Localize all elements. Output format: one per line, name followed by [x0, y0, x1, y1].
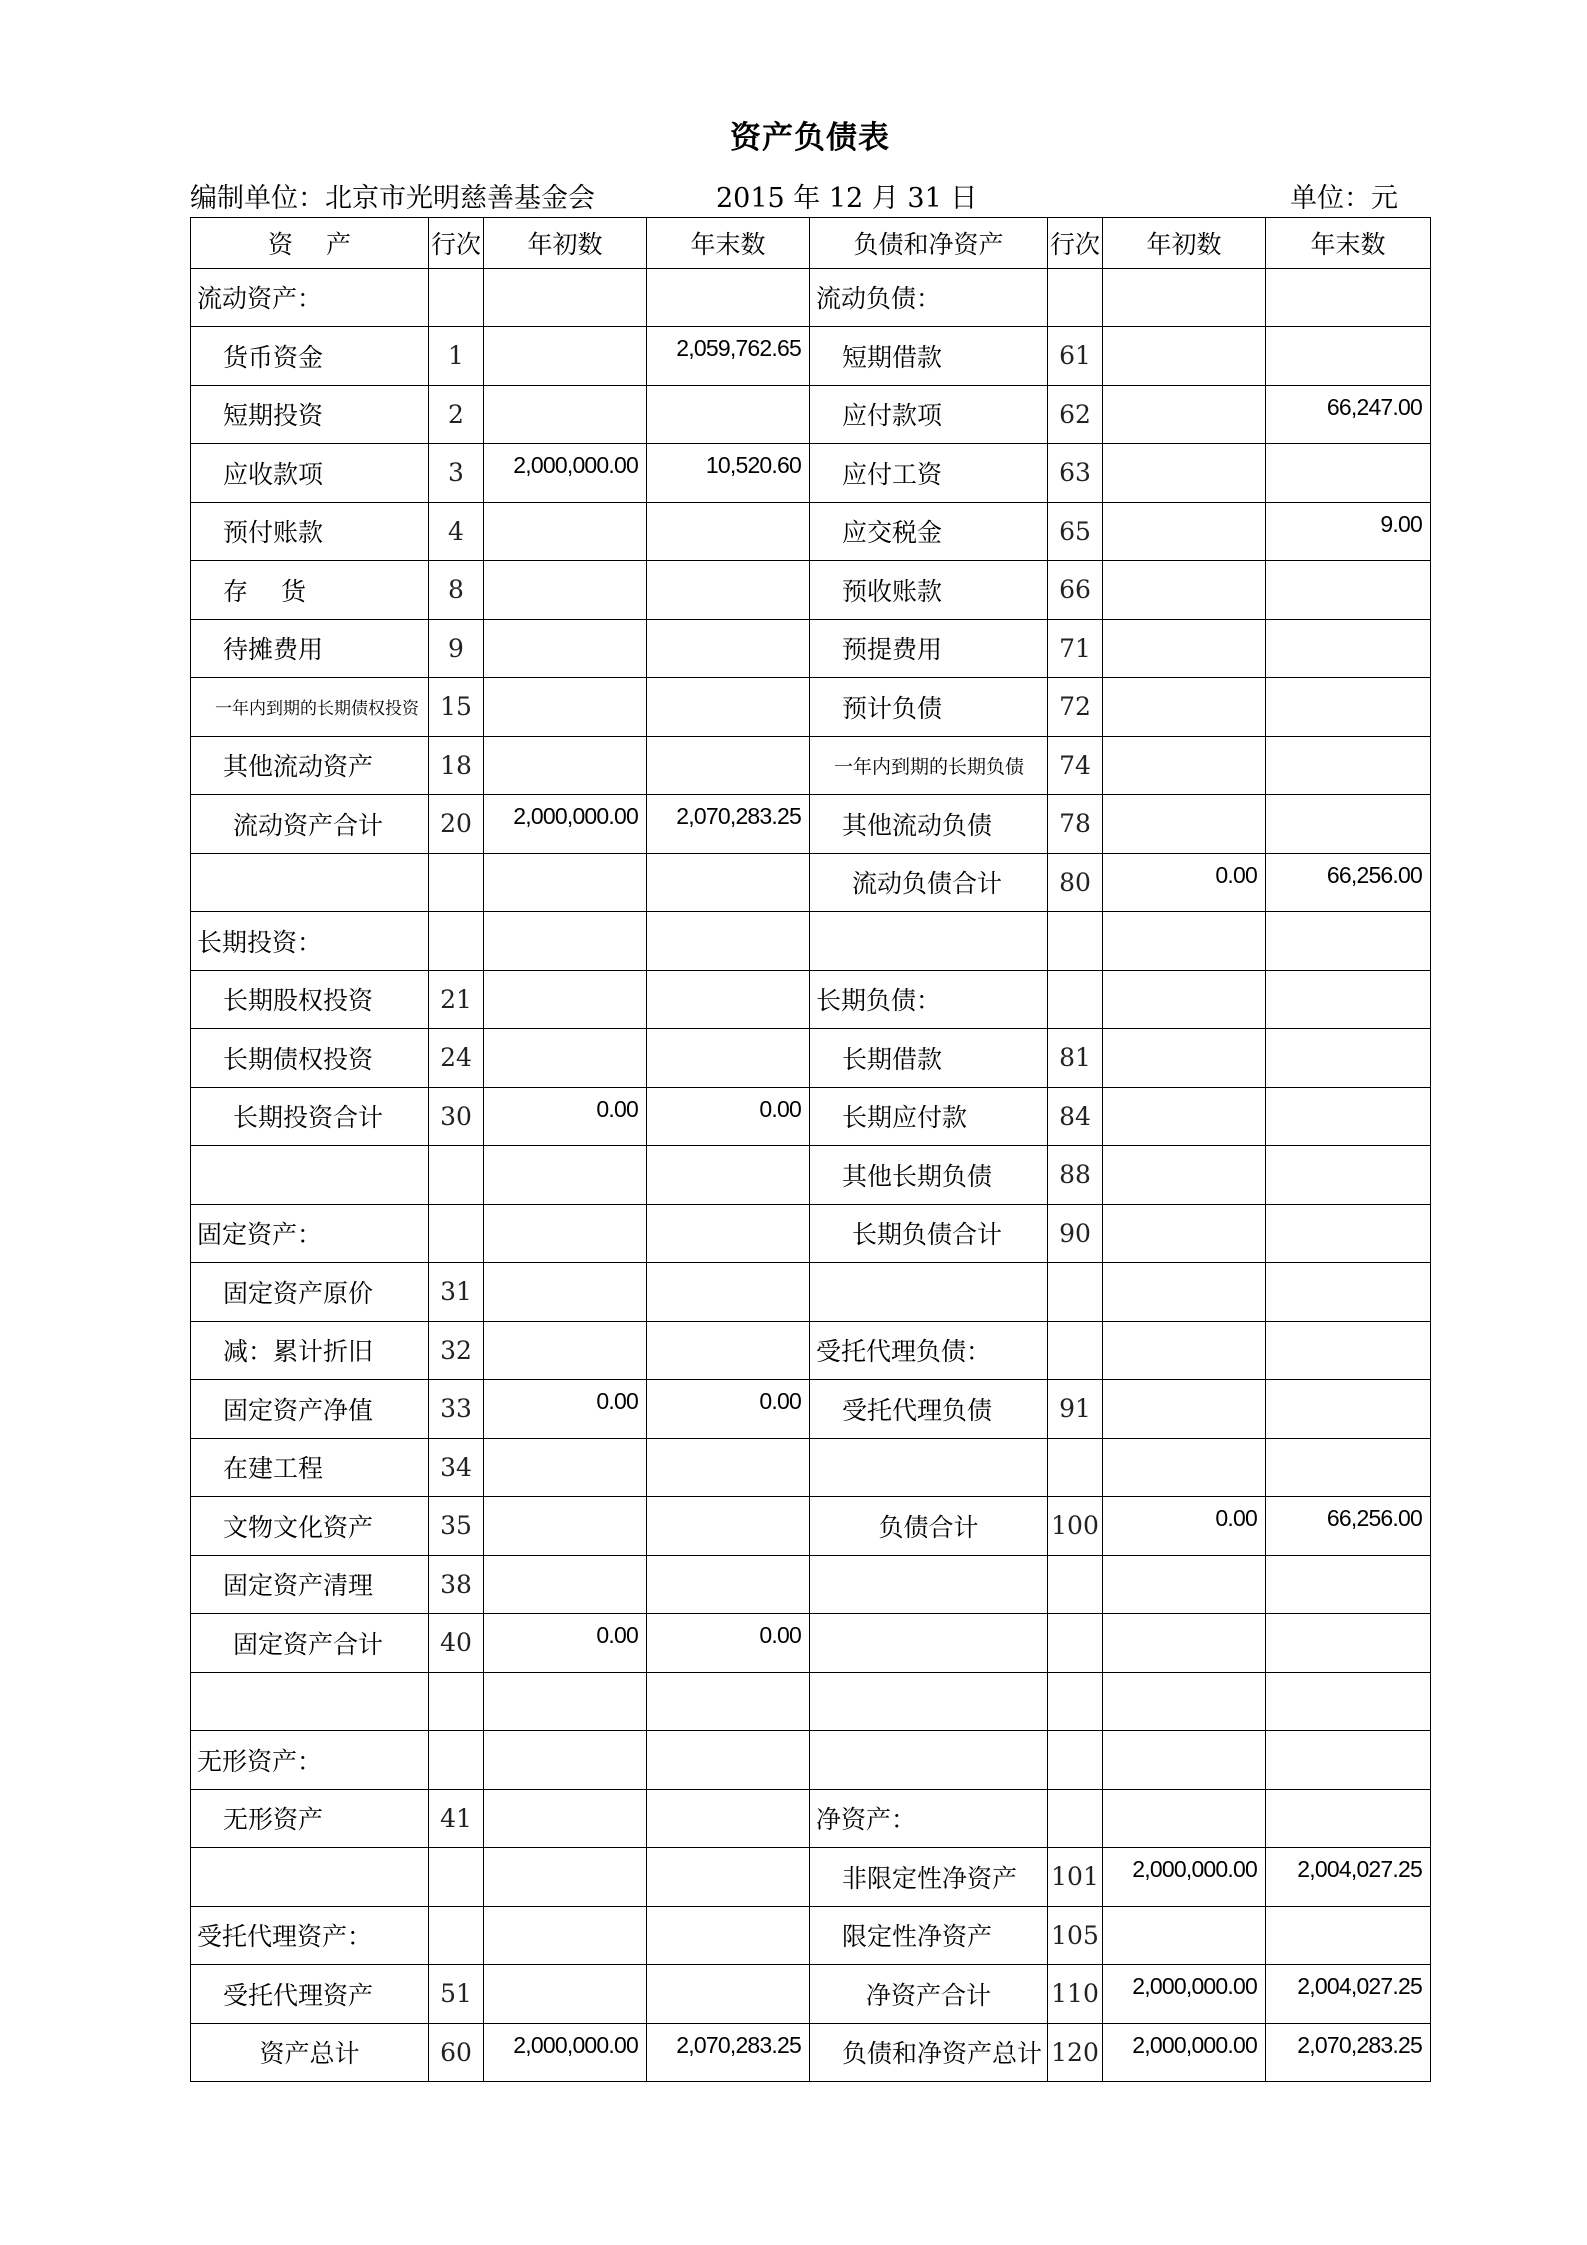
asset-begin-value — [484, 970, 647, 1029]
asset-name: 文物文化资产 — [191, 1497, 429, 1556]
asset-line-no: 60 — [429, 2023, 484, 2082]
liability-name: 净资产合计 — [810, 1965, 1048, 2024]
asset-line-no: 8 — [429, 561, 484, 620]
asset-end-value — [647, 1555, 810, 1614]
liability-begin-value — [1103, 1731, 1266, 1790]
liability-begin-value — [1103, 1555, 1266, 1614]
table-row — [191, 385, 1431, 444]
asset-end-value: 0.00 — [647, 1087, 810, 1146]
asset-end-value — [647, 268, 810, 327]
asset-name: 应收款项 — [191, 444, 429, 503]
asset-line-no: 38 — [429, 1555, 484, 1614]
asset-begin-value: 2,000,000.00 — [484, 795, 647, 854]
liability-end-value — [1266, 1672, 1431, 1731]
table-row — [191, 1087, 1431, 1146]
asset-line-no: 40 — [429, 1614, 484, 1673]
col-header-begin-balance: 年初数 — [1103, 218, 1266, 269]
liability-end-value — [1266, 1204, 1431, 1263]
asset-end-value — [647, 1789, 810, 1848]
asset-name — [191, 1146, 429, 1205]
table-row — [191, 1438, 1431, 1497]
report-date: 2015 年 12 月 31 日 — [716, 183, 978, 214]
liability-line-no: 78 — [1048, 795, 1103, 854]
asset-end-value — [647, 1672, 810, 1731]
asset-line-no: 41 — [429, 1789, 484, 1848]
asset-line-no: 24 — [429, 1029, 484, 1088]
liability-end-value — [1266, 1789, 1431, 1848]
asset-line-no: 34 — [429, 1438, 484, 1497]
liability-name — [810, 1555, 1048, 1614]
liability-line-no: 81 — [1048, 1029, 1103, 1088]
asset-name: 固定资产原价 — [191, 1263, 429, 1322]
asset-end-value — [647, 853, 810, 912]
liability-name: 长期借款 — [810, 1029, 1048, 1088]
liability-name: 长期负债： — [810, 970, 1048, 1029]
table-row — [191, 853, 1431, 912]
liability-begin-value — [1103, 1380, 1266, 1439]
liability-begin-value: 2,000,000.00 — [1103, 2023, 1266, 2082]
asset-name: 其他流动资产 — [191, 736, 429, 795]
asset-end-value — [647, 912, 810, 971]
asset-begin-value — [484, 736, 647, 795]
asset-begin-value: 2,000,000.00 — [484, 2023, 647, 2082]
liability-line-no — [1048, 1321, 1103, 1380]
liability-end-value: 2,004,027.25 — [1266, 1965, 1431, 2024]
asset-name: 存 货 — [191, 561, 429, 620]
asset-line-no: 21 — [429, 970, 484, 1029]
asset-name: 长期投资： — [191, 912, 429, 971]
asset-name: 无形资产 — [191, 1789, 429, 1848]
asset-begin-value — [484, 1029, 647, 1088]
asset-end-value — [647, 1906, 810, 1965]
liability-begin-value — [1103, 1438, 1266, 1497]
asset-name: 流动资产： — [191, 268, 429, 327]
liability-line-no: 100 — [1048, 1497, 1103, 1556]
liability-name: 受托代理负债 — [810, 1380, 1048, 1439]
liability-begin-value — [1103, 736, 1266, 795]
liability-begin-value — [1103, 795, 1266, 854]
asset-name: 资产总计 — [191, 2023, 429, 2082]
table-row — [191, 1555, 1431, 1614]
asset-line-no — [429, 1204, 484, 1263]
asset-name: 固定资产清理 — [191, 1555, 429, 1614]
asset-begin-value: 0.00 — [484, 1380, 647, 1439]
organization-label: 编制单位：北京市光明慈善基金会 — [190, 183, 595, 214]
asset-line-no — [429, 912, 484, 971]
asset-line-no: 20 — [429, 795, 484, 854]
table-row — [191, 327, 1431, 386]
report-title: 资产负债表 — [730, 120, 890, 156]
asset-end-value: 0.00 — [647, 1380, 810, 1439]
liability-name: 短期借款 — [810, 327, 1048, 386]
asset-end-value — [647, 678, 810, 737]
asset-end-value — [647, 1146, 810, 1205]
liability-begin-value: 0.00 — [1103, 1497, 1266, 1556]
liability-name: 应付款项 — [810, 385, 1048, 444]
liability-name — [810, 1614, 1048, 1673]
asset-end-value — [647, 1321, 810, 1380]
liability-name: 流动负债合计 — [810, 853, 1048, 912]
liability-line-no — [1048, 1672, 1103, 1731]
asset-line-no: 1 — [429, 327, 484, 386]
col-header-end-balance: 年末数 — [1266, 218, 1431, 269]
liability-end-value — [1266, 1438, 1431, 1497]
table-row — [191, 795, 1431, 854]
liability-begin-value — [1103, 268, 1266, 327]
liability-line-no — [1048, 1731, 1103, 1790]
liability-line-no — [1048, 1263, 1103, 1322]
asset-begin-value — [484, 1965, 647, 2024]
liability-name: 限定性净资产 — [810, 1906, 1048, 1965]
asset-end-value — [647, 561, 810, 620]
liability-line-no — [1048, 970, 1103, 1029]
asset-begin-value: 0.00 — [484, 1614, 647, 1673]
asset-end-value — [647, 1029, 810, 1088]
liability-line-no: 110 — [1048, 1965, 1103, 2024]
asset-name: 固定资产： — [191, 1204, 429, 1263]
liability-name: 预计负债 — [810, 678, 1048, 737]
col-header-liabilities: 负债和净资产 — [810, 218, 1048, 269]
liability-line-no: 91 — [1048, 1380, 1103, 1439]
liability-begin-value — [1103, 1029, 1266, 1088]
asset-name: 固定资产净值 — [191, 1380, 429, 1439]
liability-begin-value — [1103, 1614, 1266, 1673]
table-row — [191, 502, 1431, 561]
liability-begin-value — [1103, 1906, 1266, 1965]
asset-line-no — [429, 1906, 484, 1965]
liability-end-value — [1266, 795, 1431, 854]
asset-line-no — [429, 1848, 484, 1907]
liability-line-no — [1048, 912, 1103, 971]
liability-begin-value: 2,000,000.00 — [1103, 1848, 1266, 1907]
asset-end-value — [647, 736, 810, 795]
liability-line-no — [1048, 1555, 1103, 1614]
asset-begin-value — [484, 385, 647, 444]
liability-line-no: 101 — [1048, 1848, 1103, 1907]
asset-end-value — [647, 1204, 810, 1263]
liability-begin-value — [1103, 1321, 1266, 1380]
asset-begin-value — [484, 1731, 647, 1790]
asset-begin-value — [484, 853, 647, 912]
liability-name: 负债合计 — [810, 1497, 1048, 1556]
asset-begin-value — [484, 1497, 647, 1556]
liability-name — [810, 1438, 1048, 1497]
table-row — [191, 1906, 1431, 1965]
asset-line-no: 4 — [429, 502, 484, 561]
asset-name: 待摊费用 — [191, 619, 429, 678]
table-row — [191, 678, 1431, 737]
balance-sheet-table — [190, 217, 1431, 2082]
asset-begin-value — [484, 1263, 647, 1322]
asset-end-value — [647, 970, 810, 1029]
col-header-end-balance: 年末数 — [647, 218, 810, 269]
liability-end-value — [1266, 1906, 1431, 1965]
liability-end-value — [1266, 970, 1431, 1029]
liability-end-value — [1266, 561, 1431, 620]
liability-line-no: 65 — [1048, 502, 1103, 561]
liability-begin-value — [1103, 502, 1266, 561]
liability-begin-value — [1103, 1146, 1266, 1205]
liability-end-value — [1266, 1731, 1431, 1790]
liability-end-value — [1266, 678, 1431, 737]
liability-line-no: 71 — [1048, 619, 1103, 678]
asset-begin-value — [484, 1146, 647, 1205]
asset-end-value — [647, 1731, 810, 1790]
asset-begin-value — [484, 1321, 647, 1380]
liability-end-value: 66,247.00 — [1266, 385, 1431, 444]
liability-name: 应付工资 — [810, 444, 1048, 503]
asset-name: 长期股权投资 — [191, 970, 429, 1029]
liability-name: 应交税金 — [810, 502, 1048, 561]
asset-begin-value: 0.00 — [484, 1087, 647, 1146]
liability-end-value — [1266, 327, 1431, 386]
asset-line-no — [429, 1146, 484, 1205]
col-header-line-no: 行次 — [1048, 218, 1103, 269]
liability-end-value — [1266, 912, 1431, 971]
asset-line-no: 2 — [429, 385, 484, 444]
asset-line-no: 18 — [429, 736, 484, 795]
table-row — [191, 1263, 1431, 1322]
liability-begin-value — [1103, 1672, 1266, 1731]
table-row — [191, 1614, 1431, 1673]
liability-name: 一年内到期的长期负债 — [810, 736, 1048, 795]
liability-name: 其他长期负债 — [810, 1146, 1048, 1205]
liability-name: 预提费用 — [810, 619, 1048, 678]
liability-name: 负债和净资产总计 — [810, 2023, 1048, 2082]
col-header-assets: 资 产 — [191, 218, 429, 269]
table-row — [191, 1497, 1431, 1556]
table-row — [191, 1731, 1431, 1790]
table-row — [191, 1204, 1431, 1263]
liability-end-value: 2,070,283.25 — [1266, 2023, 1431, 2082]
liability-line-no: 66 — [1048, 561, 1103, 620]
asset-name: 受托代理资产： — [191, 1906, 429, 1965]
liability-end-value: 9.00 — [1266, 502, 1431, 561]
table-row — [191, 1672, 1431, 1731]
asset-name: 货币资金 — [191, 327, 429, 386]
liability-line-no: 61 — [1048, 327, 1103, 386]
liability-name: 预收账款 — [810, 561, 1048, 620]
asset-name: 受托代理资产 — [191, 1965, 429, 2024]
header-row — [191, 218, 1431, 269]
liability-line-no: 88 — [1048, 1146, 1103, 1205]
table-row — [191, 736, 1431, 795]
table-row — [191, 619, 1431, 678]
asset-line-no — [429, 268, 484, 327]
asset-end-value — [647, 1438, 810, 1497]
liability-line-no: 72 — [1048, 678, 1103, 737]
liability-begin-value — [1103, 619, 1266, 678]
asset-begin-value — [484, 1906, 647, 1965]
col-header-line-no: 行次 — [429, 218, 484, 269]
liability-begin-value — [1103, 561, 1266, 620]
liability-line-no: 80 — [1048, 853, 1103, 912]
liability-begin-value: 2,000,000.00 — [1103, 1965, 1266, 2024]
asset-end-value — [647, 1848, 810, 1907]
currency-unit: 单位：元 — [1290, 183, 1398, 214]
asset-name: 一年内到期的长期债权投资 — [191, 678, 429, 737]
liability-line-no: 105 — [1048, 1906, 1103, 1965]
asset-line-no: 9 — [429, 619, 484, 678]
liability-name: 长期应付款 — [810, 1087, 1048, 1146]
asset-name: 减：累计折旧 — [191, 1321, 429, 1380]
liability-line-no: 62 — [1048, 385, 1103, 444]
liability-begin-value — [1103, 1789, 1266, 1848]
asset-name: 在建工程 — [191, 1438, 429, 1497]
liability-line-no — [1048, 1789, 1103, 1848]
table-row — [191, 444, 1431, 503]
asset-end-value: 2,059,762.65 — [647, 327, 810, 386]
asset-end-value: 0.00 — [647, 1614, 810, 1673]
asset-begin-value — [484, 1555, 647, 1614]
asset-line-no: 32 — [429, 1321, 484, 1380]
asset-end-value — [647, 619, 810, 678]
liability-end-value — [1266, 1555, 1431, 1614]
liability-begin-value — [1103, 1204, 1266, 1263]
table-row — [191, 1789, 1431, 1848]
asset-line-no: 51 — [429, 1965, 484, 2024]
asset-begin-value — [484, 1672, 647, 1731]
liability-line-no: 120 — [1048, 2023, 1103, 2082]
liability-begin-value — [1103, 678, 1266, 737]
asset-begin-value — [484, 327, 647, 386]
asset-begin-value — [484, 1789, 647, 1848]
liability-end-value — [1266, 736, 1431, 795]
asset-begin-value — [484, 678, 647, 737]
table-row — [191, 2023, 1431, 2082]
liability-line-no — [1048, 1438, 1103, 1497]
asset-end-value — [647, 385, 810, 444]
liability-line-no: 90 — [1048, 1204, 1103, 1263]
asset-line-no — [429, 1731, 484, 1790]
liability-end-value — [1266, 1380, 1431, 1439]
liability-name — [810, 1263, 1048, 1322]
liability-name — [810, 1731, 1048, 1790]
liability-name: 长期负债合计 — [810, 1204, 1048, 1263]
table-row — [191, 561, 1431, 620]
asset-end-value: 2,070,283.25 — [647, 2023, 810, 2082]
liability-name: 非限定性净资产 — [810, 1848, 1048, 1907]
table-row — [191, 1321, 1431, 1380]
asset-line-no — [429, 1672, 484, 1731]
table-row — [191, 1848, 1431, 1907]
asset-name: 无形资产： — [191, 1731, 429, 1790]
asset-begin-value — [484, 502, 647, 561]
liability-end-value — [1266, 1029, 1431, 1088]
liability-line-no: 74 — [1048, 736, 1103, 795]
asset-begin-value — [484, 1438, 647, 1497]
asset-begin-value — [484, 1848, 647, 1907]
asset-begin-value — [484, 619, 647, 678]
liability-name: 流动负债： — [810, 268, 1048, 327]
liability-end-value — [1266, 444, 1431, 503]
table-row — [191, 970, 1431, 1029]
table-row — [191, 1029, 1431, 1088]
asset-name — [191, 1672, 429, 1731]
liability-end-value — [1266, 1614, 1431, 1673]
liability-name — [810, 1672, 1048, 1731]
liability-begin-value — [1103, 1087, 1266, 1146]
liability-begin-value — [1103, 970, 1266, 1029]
asset-end-value — [647, 1263, 810, 1322]
liability-end-value — [1266, 1087, 1431, 1146]
liability-line-no — [1048, 1614, 1103, 1673]
asset-name — [191, 1848, 429, 1907]
asset-name: 预付账款 — [191, 502, 429, 561]
liability-name — [810, 912, 1048, 971]
liability-line-no: 84 — [1048, 1087, 1103, 1146]
liability-end-value: 66,256.00 — [1266, 1497, 1431, 1556]
liability-end-value — [1266, 1263, 1431, 1322]
table-row — [191, 1965, 1431, 2024]
asset-begin-value — [484, 1204, 647, 1263]
asset-begin-value: 2,000,000.00 — [484, 444, 647, 503]
asset-line-no — [429, 853, 484, 912]
asset-end-value: 2,070,283.25 — [647, 795, 810, 854]
table-row — [191, 1380, 1431, 1439]
asset-line-no: 35 — [429, 1497, 484, 1556]
liability-end-value — [1266, 268, 1431, 327]
liability-begin-value — [1103, 385, 1266, 444]
asset-name: 固定资产合计 — [191, 1614, 429, 1673]
asset-line-no: 30 — [429, 1087, 484, 1146]
col-header-begin-balance: 年初数 — [484, 218, 647, 269]
liability-line-no — [1048, 268, 1103, 327]
asset-begin-value — [484, 912, 647, 971]
asset-end-value: 10,520.60 — [647, 444, 810, 503]
asset-name: 流动资产合计 — [191, 795, 429, 854]
liability-begin-value — [1103, 1263, 1266, 1322]
liability-begin-value — [1103, 444, 1266, 503]
asset-end-value — [647, 1965, 810, 2024]
asset-end-value — [647, 1497, 810, 1556]
asset-line-no: 15 — [429, 678, 484, 737]
asset-begin-value — [484, 561, 647, 620]
asset-name: 短期投资 — [191, 385, 429, 444]
asset-name: 长期债权投资 — [191, 1029, 429, 1088]
table-row — [191, 268, 1431, 327]
liability-name: 其他流动负债 — [810, 795, 1048, 854]
asset-line-no: 3 — [429, 444, 484, 503]
liability-end-value — [1266, 1321, 1431, 1380]
liability-end-value — [1266, 1146, 1431, 1205]
asset-line-no: 33 — [429, 1380, 484, 1439]
table-row — [191, 1146, 1431, 1205]
liability-end-value: 2,004,027.25 — [1266, 1848, 1431, 1907]
asset-name — [191, 853, 429, 912]
asset-end-value — [647, 502, 810, 561]
liability-begin-value — [1103, 912, 1266, 971]
table-body — [191, 268, 1431, 2082]
liability-begin-value: 0.00 — [1103, 853, 1266, 912]
asset-name: 长期投资合计 — [191, 1087, 429, 1146]
liability-name: 净资产： — [810, 1789, 1048, 1848]
table-row — [191, 912, 1431, 971]
liability-end-value: 66,256.00 — [1266, 853, 1431, 912]
liability-line-no: 63 — [1048, 444, 1103, 503]
liability-begin-value — [1103, 327, 1266, 386]
liability-name: 受托代理负债： — [810, 1321, 1048, 1380]
liability-end-value — [1266, 619, 1431, 678]
asset-begin-value — [484, 268, 647, 327]
asset-line-no: 31 — [429, 1263, 484, 1322]
